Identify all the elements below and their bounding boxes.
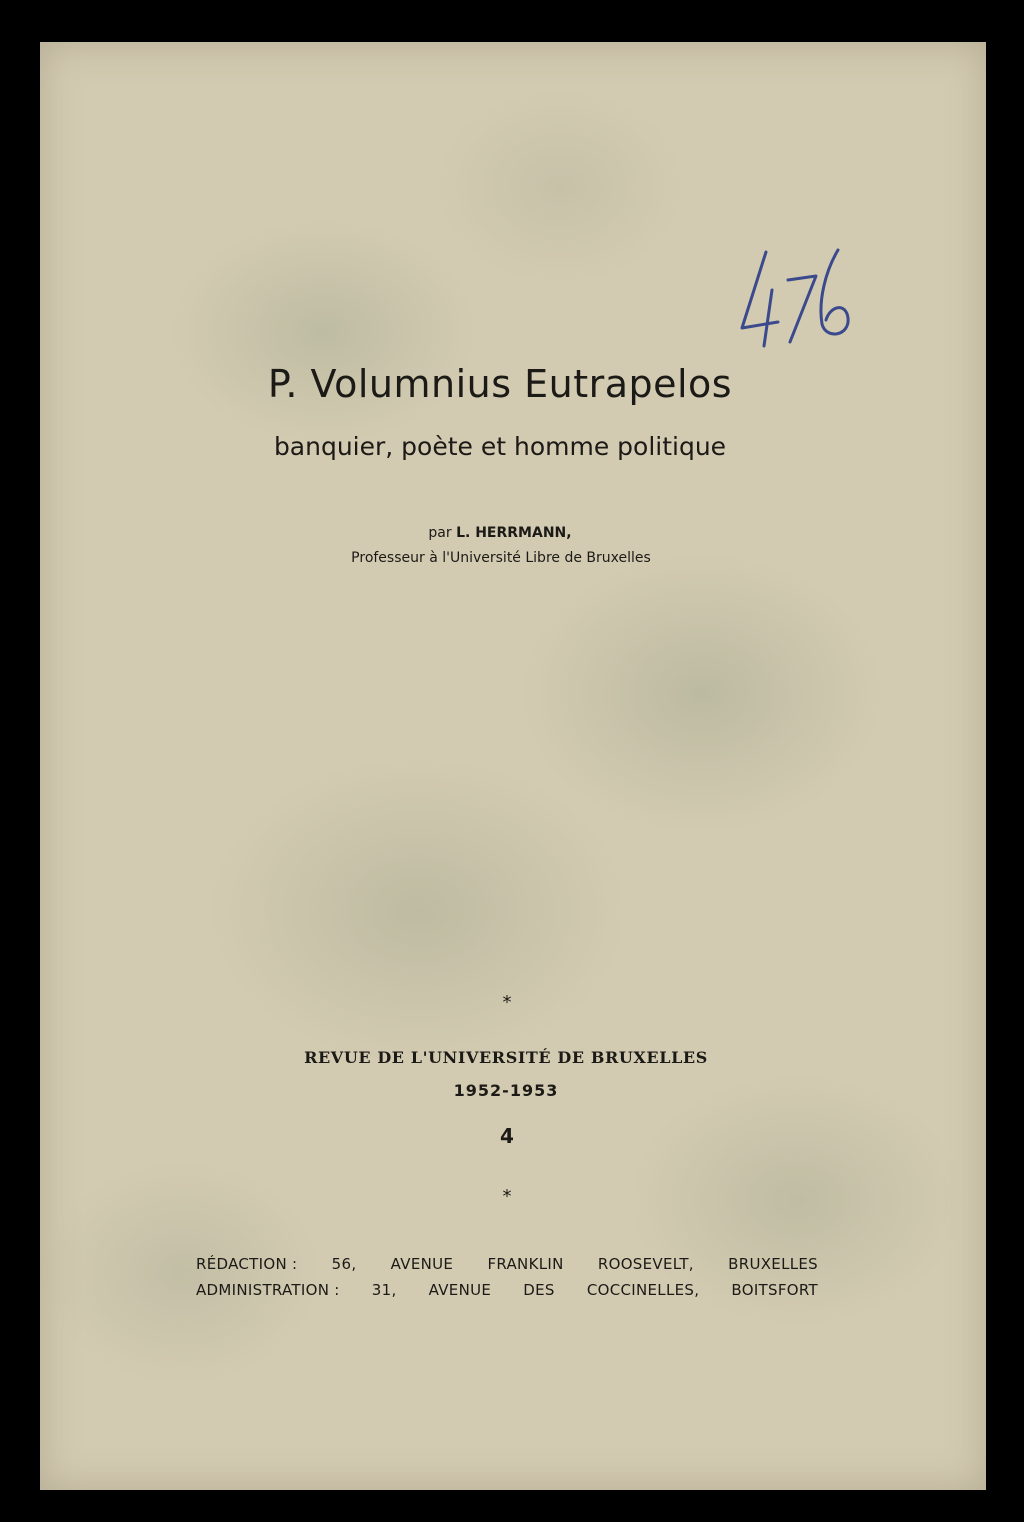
address-word: ROOSEVELT, <box>597 1255 694 1273</box>
author-affiliation: Professeur à l'Université Libre de Bruxelles <box>351 550 651 566</box>
address-word: 31, <box>371 1281 397 1299</box>
star-separator: * <box>502 1186 512 1207</box>
byline-prefix: par <box>428 525 452 541</box>
author-name: L. HERRMANN, <box>456 525 572 541</box>
address-word: BOITSFORT <box>731 1281 818 1299</box>
address-word: BRUXELLES <box>728 1255 818 1273</box>
administration-address <box>196 1281 818 1299</box>
address-word: FRANKLIN <box>487 1255 564 1273</box>
address-word: RÉDACTION : <box>196 1255 298 1273</box>
address-word: 56, <box>331 1255 357 1273</box>
address-word: COCCINELLES, <box>586 1281 700 1299</box>
subtitle: banquier, poète et homme politique <box>273 432 727 461</box>
title: P. Volumnius Eutrapelos <box>267 362 733 406</box>
address-word: ADMINISTRATION : <box>196 1281 340 1299</box>
star-separator: * <box>502 992 512 1013</box>
address-word: DES <box>523 1281 555 1299</box>
journal-name: REVUE DE L'UNIVERSITÉ DE BRUXELLES <box>304 1048 708 1067</box>
address-word: AVENUE <box>428 1281 492 1299</box>
issue-number: 4 <box>500 1124 514 1148</box>
redaction-address <box>196 1255 818 1273</box>
address-word: AVENUE <box>390 1255 454 1273</box>
journal-years: 1952-1953 <box>453 1081 559 1100</box>
handwritten-number <box>738 240 858 350</box>
byline <box>0 525 1000 541</box>
